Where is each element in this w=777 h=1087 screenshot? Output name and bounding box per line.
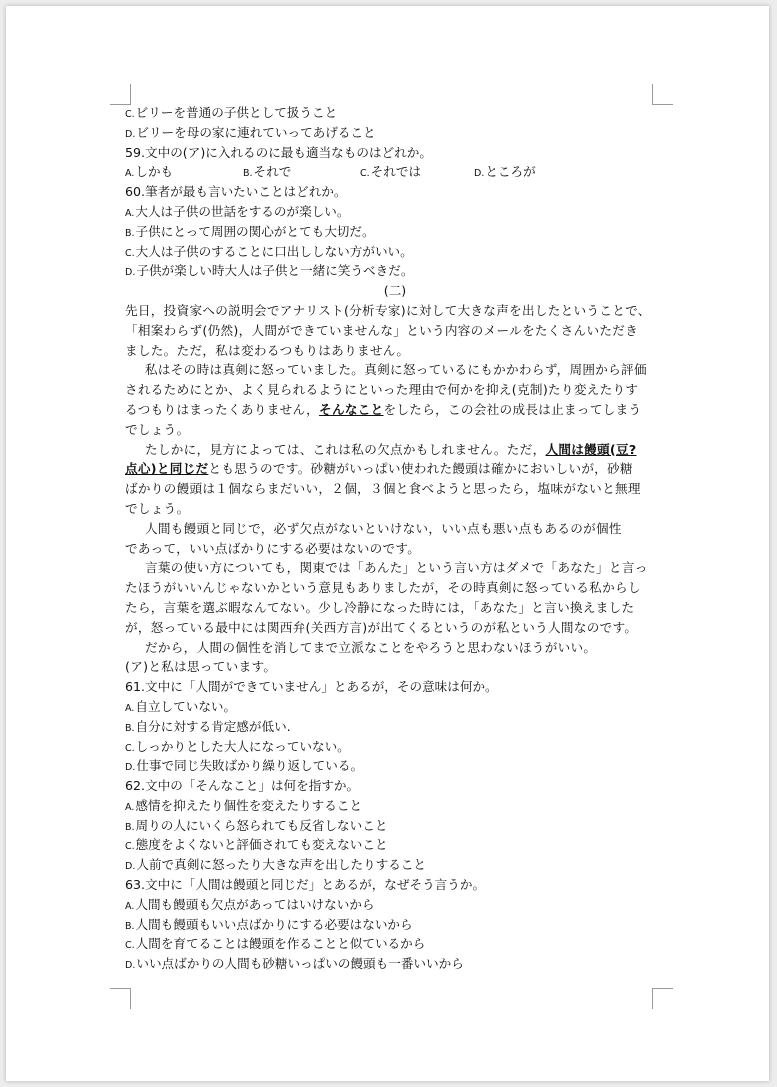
- passage-line: が，怒っている最中には関西弁(关西方言)が出てくるというのが私という人間なのです。: [125, 619, 638, 635]
- option-line: C.人間を育てることは饅頭を作ることと似ているから: [125, 936, 426, 952]
- margin-corner-bottom-left: [110, 988, 131, 1009]
- passage-line: たしかに，見方によっては、これは私の欠点かもしれません。ただ，人間は饅頭(豆?: [145, 441, 637, 457]
- option-line: B.子供にとって周囲の関心がとても大切だ。: [125, 223, 375, 239]
- option-line: D.いい点ばかりの人間も砂糖いっぱいの饅頭も一番いいから: [125, 956, 464, 972]
- passage-line: ばかりの饅頭は１個ならまだいい，２個，３個と食べようと思ったら，塩味がないと無理: [125, 481, 641, 497]
- passage-line: (ア)と私は思っています。: [125, 659, 277, 675]
- option-line: C.大人は子供のすることに口出ししない方がいい。: [125, 243, 413, 259]
- option-line: C.態度をよくないと評価されても変えないこと: [125, 837, 388, 853]
- passage-line: 点心)と同じだとも思うのです。砂糖がいっぱい使われた饅頭は確かにおいしいが，砂糖: [125, 461, 633, 477]
- question-61: 61.文中に「人間ができていません」とあるが，その意味は何か。: [125, 679, 498, 695]
- option-line: D.子供が楽しい時大人は子供と一緒に笑うべきだ。: [125, 263, 414, 279]
- question-63: 63.文中に「人間は饅頭と同じだ」とあるが，なぜそう言うか。: [125, 877, 486, 893]
- passage-line: 「相案わらず(仍然)，人間ができていませんな」という内容のメールをたくさんいただき: [125, 322, 639, 338]
- option-line: D.仕事で同じ失敗ばかり繰り返している。: [125, 758, 364, 774]
- question-60: 60.筆者が最も言いたいことはどれか。: [125, 184, 347, 200]
- question-59: 59.文中の(ア)に入れるのに最も適当なものはどれか。: [125, 144, 432, 160]
- margin-corner-top-left: [110, 84, 131, 105]
- question-59-options: A.しかも B.それで C.それでは D.ところが: [125, 164, 536, 180]
- passage-line: たほうがいいんじゃないかという意見もありましたが，その時真剣に怒っている私からし: [125, 580, 641, 596]
- margin-corner-top-right: [652, 84, 673, 105]
- option-line: A.自立していない。: [125, 698, 237, 714]
- option-line: A.大人は子供の世話をするのが楽しい。: [125, 203, 350, 219]
- passage-line: 私はその時は真剣に怒っていました。真剣に怒っているにもかかわらず，周囲から評価: [145, 362, 647, 378]
- section-title: (二): [383, 283, 407, 299]
- underlined-phrase-manju: 人間は饅頭(豆?: [545, 441, 637, 457]
- passage-line: るつもりはまったくありません，そんなことをしたら，この会社の成長は止まってしまう: [125, 401, 642, 417]
- passage-line: でしょう。: [125, 500, 190, 516]
- margin-corner-bottom-right: [652, 988, 673, 1009]
- passage-line: されるためにとか、よく見られるようにといった理由で何かを抑え(克制)たり変えたりす: [125, 382, 639, 398]
- passage-line: 人間も饅頭と同じで，必ず欠点がないといけない，いい点も悪い点もあるのが個性: [145, 520, 622, 536]
- option-line: D.ビリーを母の家に連れていってあげること: [125, 124, 376, 140]
- option-line: A.感情を抑えたり個性を変えたりすること: [125, 797, 363, 813]
- option-line: A.人間も饅頭も欠点があってはいけないから: [125, 896, 375, 912]
- passage-line: ました。ただ，私は変わるつもりはありません。: [125, 342, 410, 358]
- passage-line: だから，人間の個性を消してまで立派なことをやろうと思わないほうがいい。: [145, 639, 597, 655]
- page-content: [125, 103, 665, 974]
- option-line: C.しっかりとした大人になっていない。: [125, 738, 350, 754]
- option-line: B.周りの人にいくら怒られても反省しないこと: [125, 817, 388, 833]
- option-line: B.人間も饅頭もいい点ばかりにする必要はないから: [125, 916, 413, 932]
- underlined-phrase-sonna-koto: そんなこと: [319, 401, 384, 417]
- passage-line: たら，言葉を選ぶ暇なんてない。少し冷静になった時には，「あなた」と言い換えました: [125, 599, 635, 615]
- passage-line: 言葉の使い方についても，関東では「あんた」という言い方はダメで「あなた」と言っ: [145, 560, 648, 576]
- option-line: B.自分に対する肯定感が低い.: [125, 718, 291, 734]
- question-62: 62.文中の「そんなこと」は何を指すか。: [125, 778, 360, 794]
- passage-line: でしょう。: [125, 421, 190, 437]
- underlined-phrase-manju-cont: 点心)と同じだ: [125, 461, 209, 477]
- option-line: D.人前で真剣に怒ったり大きな声を出したりすること: [125, 857, 426, 873]
- option-line: C.ビリーを普通の子供として扱うこと: [125, 105, 338, 120]
- document-page: [6, 6, 769, 1081]
- passage-line: 先日，投資家への説明会でアナリスト(分析专家)に対して大きな声を出したということで、: [125, 302, 651, 318]
- passage-line: であって，いい点ばかりにする必要はないのです。: [125, 540, 421, 556]
